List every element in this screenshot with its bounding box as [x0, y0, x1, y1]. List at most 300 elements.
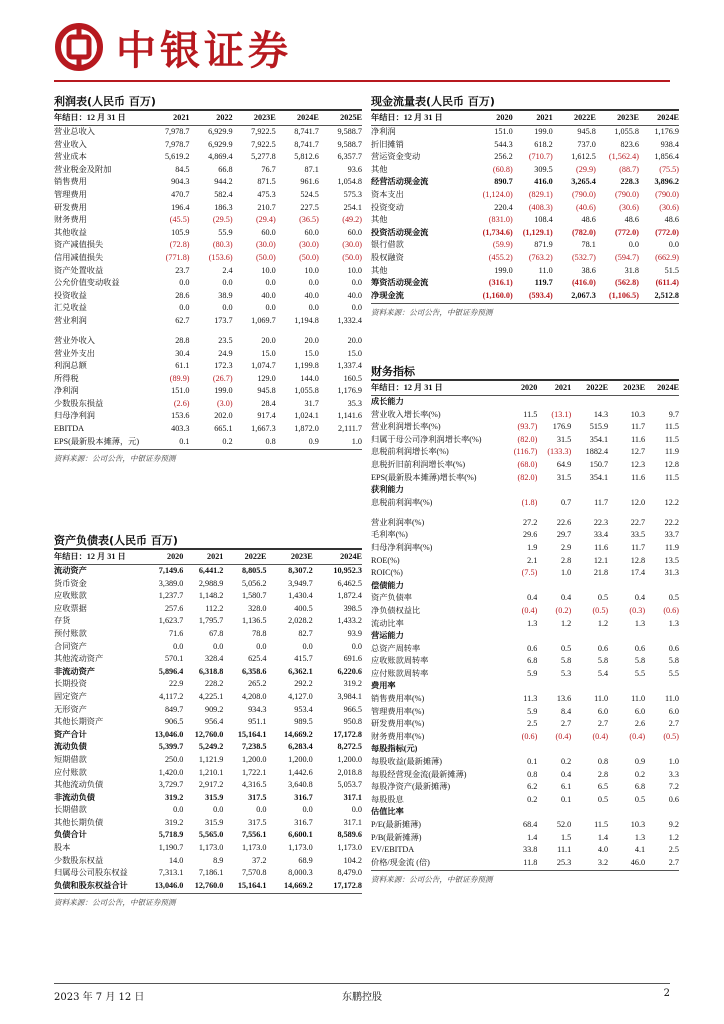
table-row [54, 410, 362, 423]
cell-value: 17,172.8 [333, 729, 362, 739]
table-row [54, 436, 362, 449]
cell-value: 176.9 [552, 422, 572, 432]
table-row [371, 832, 679, 845]
cell-value: 31.5 [556, 434, 572, 444]
cell-value: 1,430.4 [288, 591, 313, 601]
cell-value: 35.3 [347, 398, 362, 408]
cell-value [571, 396, 608, 409]
table-row [54, 360, 362, 373]
header [54, 18, 292, 76]
cell-value: 46.0 [630, 857, 646, 867]
row-label: 无形资产 [54, 704, 87, 714]
cell-value: 3,265.4 [571, 177, 596, 187]
cell-value: 173.7 [214, 315, 233, 325]
cell-value: 10.3 [630, 409, 646, 419]
cell-value: 317.1 [343, 817, 362, 827]
table-row [54, 729, 362, 742]
cell-value: 0.6 [668, 794, 679, 804]
row-label: 每股净资产(最新摊薄) [371, 782, 451, 792]
table-row [54, 239, 362, 252]
row-label: ROIC(%) [371, 568, 403, 578]
cell-value: 1,200.0 [337, 754, 362, 764]
cell-value: 12.8 [664, 459, 679, 469]
cell-value: 0.5 [668, 593, 679, 603]
table-row [54, 842, 362, 855]
table-row [371, 396, 679, 409]
cell-value: 68.9 [298, 855, 313, 865]
cell-value: 5.9 [527, 668, 538, 678]
cell-value: 82.7 [298, 628, 313, 638]
cell-value: 944.2 [214, 177, 233, 187]
cell-value: 11.5 [664, 422, 679, 432]
column-header: 2023E [596, 111, 639, 126]
cell-value: (0.5) [592, 605, 609, 615]
table-row [371, 529, 679, 542]
cell-value: 0.9 [308, 436, 319, 446]
table-row [54, 767, 362, 780]
column-header: 2023E [267, 550, 313, 565]
cell-value: (30.0) [255, 240, 276, 250]
cell-value: (75.5) [659, 164, 679, 174]
cell-value: 48.6 [581, 215, 596, 225]
source-note: 资料来源：公司公告，中银证券预测 [371, 303, 679, 316]
cell-value: (455.2) [488, 252, 513, 262]
cell-value [608, 580, 645, 593]
cell-value: 3,729.7 [158, 780, 184, 790]
cell-value: 186.3 [214, 202, 233, 212]
row-label: ROE(%) [371, 555, 400, 565]
cell-value: 1,237.7 [158, 591, 184, 601]
cell-value: (59.9) [492, 240, 513, 250]
cell-value [537, 806, 571, 819]
cell-value: 2,917.2 [198, 780, 224, 790]
cell-value: 618.2 [534, 139, 553, 149]
cell-value: (1,562.4) [608, 152, 639, 162]
table-row [371, 731, 679, 744]
cell-value: 1.3 [668, 618, 679, 628]
cell-value: 737.0 [577, 139, 596, 149]
cell-value: 24.9 [218, 348, 233, 358]
cell-value: 6,220.6 [337, 666, 362, 676]
cell-value: 12,760.0 [194, 880, 224, 890]
row-label: 营运能力 [371, 631, 404, 641]
row-label: 应收账款 [54, 591, 87, 601]
cell-value: 2.8 [560, 555, 572, 565]
row-label: 其他收益 [54, 227, 87, 237]
cell-value: 11.9 [664, 542, 679, 552]
table-row [371, 446, 679, 459]
cell-value: 12,760.0 [194, 729, 224, 739]
row-label: 应收账款周转率 [371, 656, 429, 666]
source-note: 资料来源：公司公告，中银证券预测 [54, 449, 362, 462]
cell-value: 119.7 [534, 278, 553, 288]
cell-value [645, 580, 679, 593]
cell-value: (611.4) [655, 278, 679, 288]
cell-value: 5.9 [527, 706, 538, 716]
cell-value: 989.5 [294, 717, 313, 727]
cell-value: 0.6 [634, 643, 646, 653]
brand-name: 中银证券 [116, 26, 292, 74]
table-row [371, 139, 679, 152]
income-statement-panel [54, 93, 362, 462]
cell-value: (790.0) [655, 189, 679, 199]
row-label: 营业税金及附加 [54, 164, 112, 174]
cell-value [537, 743, 571, 756]
cell-value: 6.1 [560, 782, 572, 792]
row-label: 银行借款 [371, 240, 404, 250]
cell-value: 403.3 [171, 424, 190, 434]
cell-value: (7.5) [521, 568, 538, 578]
cell-value [571, 806, 608, 819]
cell-value [503, 396, 537, 409]
cell-value: (82.0) [517, 434, 538, 444]
cell-value: 328.4 [204, 654, 224, 664]
cell-value: 11.8 [523, 857, 538, 867]
cell-value: 5.8 [597, 656, 609, 666]
cell-value: 10.3 [630, 820, 646, 829]
cell-value: 2.7 [668, 719, 679, 729]
cell-value: 11.0 [538, 265, 553, 275]
cell-value: 0.0 [179, 303, 190, 313]
row-label: 短期借款 [54, 754, 87, 764]
cell-value: (2.6) [173, 398, 190, 408]
cell-value: 220.4 [494, 202, 513, 212]
cell-value: 38.9 [218, 290, 233, 300]
cell-value: 9.7 [668, 409, 679, 419]
cell-value: 0.4 [527, 593, 538, 603]
cell-value: (771.8) [165, 252, 190, 262]
cell-value: 11.6 [631, 472, 646, 482]
table-row [54, 880, 362, 893]
cell-value: 317.1 [343, 792, 362, 802]
cell-value: 398.5 [343, 603, 362, 613]
cell-value: 5.5 [634, 668, 646, 678]
column-header: 2024E [276, 111, 319, 126]
cell-value: 0.0 [628, 240, 639, 250]
cell-value [537, 396, 571, 409]
cell-value: 1,173.0 [241, 843, 267, 853]
row-label: 价格/现金流 (倍) [371, 857, 430, 867]
table-row [54, 164, 362, 177]
row-label: 管理费用 [54, 189, 87, 199]
cell-value: 11.5 [664, 434, 679, 444]
cell-value: 2,067.3 [571, 290, 596, 300]
cell-value: (72.8) [169, 240, 190, 250]
table-row [54, 678, 362, 691]
cell-value [645, 484, 679, 497]
panel-title: 资产负债表(人民币 百万) [54, 532, 362, 550]
cell-value: 6.0 [668, 706, 679, 716]
cell-value: 906.5 [164, 717, 184, 727]
row-label: 应付账款 [54, 767, 87, 777]
cash-flow-panel [371, 93, 679, 316]
cell-value: 0.5 [560, 643, 572, 653]
cell-value: 0.0 [668, 240, 679, 250]
row-label: 合同资产 [54, 641, 87, 651]
cell-value: 40.0 [261, 290, 276, 300]
row-label: 总资产周转率 [371, 643, 421, 653]
cell-value: 30.4 [175, 348, 190, 358]
row-label: 投资变动 [371, 202, 404, 212]
cell-value: (68.0) [517, 459, 538, 469]
column-header: 2022E [553, 111, 596, 126]
cell-value: 31.7 [304, 398, 319, 408]
cell-value: 524.5 [300, 189, 319, 199]
row-label: 经营活动现金流 [371, 177, 429, 187]
table-row [371, 421, 679, 434]
cell-value: 1.3 [634, 618, 646, 628]
cell-value: 68.4 [522, 820, 538, 829]
cell-value [571, 630, 608, 643]
cell-value: 1,795.7 [198, 616, 224, 626]
cell-value: 196.4 [171, 202, 190, 212]
cell-value: 1.5 [560, 832, 572, 842]
cell-value: 1,210.1 [198, 767, 224, 777]
row-label: P/B(最新摊薄) [371, 832, 422, 842]
cell-value: 1,194.8 [294, 315, 319, 325]
cell-value: 309.5 [534, 164, 553, 174]
table-row [54, 867, 362, 880]
row-label: 偿债能力 [371, 580, 404, 590]
cell-value: 328.0 [248, 603, 267, 613]
cell-value: (0.6) [663, 605, 679, 615]
cell-value: 64.9 [556, 459, 572, 469]
table-row [371, 497, 679, 510]
cell-value: 1,199.8 [294, 361, 319, 371]
cell-value [503, 580, 537, 593]
panel-title: 利润表(人民币 百万) [54, 93, 362, 111]
cell-value: (153.6) [208, 252, 233, 262]
cell-value: 0.0 [351, 278, 362, 288]
cell-value: 8.4 [560, 706, 572, 716]
cell-value: 5,619.2 [164, 152, 190, 162]
column-header: 2022E [223, 550, 266, 565]
cell-value: 354.1 [589, 472, 609, 482]
table-row [371, 706, 679, 719]
cell-value: (26.7) [212, 373, 233, 383]
cell-value: 0.5 [597, 593, 609, 603]
cell-value: 8.9 [213, 855, 224, 865]
row-label: 投资活动现金流 [371, 227, 429, 237]
cell-value: 0.0 [222, 278, 233, 288]
cell-value: 6,362.1 [288, 666, 313, 676]
row-label: 每股经营现金流(最新摊薄) [371, 769, 467, 779]
cell-value: 5.8 [560, 656, 572, 666]
cell-value: 0.6 [668, 643, 679, 653]
table-row [54, 373, 362, 386]
cell-value: 1,173.0 [337, 843, 362, 853]
row-label: 资产减值损失 [54, 240, 104, 250]
row-label: 获利能力 [371, 485, 404, 495]
cell-value: 78.1 [581, 240, 596, 250]
cell-value: 0.0 [222, 303, 233, 313]
cell-value: 71.6 [169, 628, 184, 638]
row-label: 净利润 [54, 386, 79, 396]
row-label: EPS(最新股本摊薄)增长率(%) [371, 472, 477, 482]
row-label: 资产合计 [54, 729, 87, 739]
cell-value: 319.2 [343, 679, 362, 689]
cell-value: 3.2 [597, 857, 609, 867]
table-row [54, 817, 362, 830]
cell-value: 52.0 [556, 820, 572, 829]
row-label: 研发费用率(%) [371, 719, 425, 729]
cell-value: 0.9 [634, 757, 646, 767]
table-row [54, 741, 362, 754]
cell-value: 7,570.8 [241, 868, 267, 878]
cell-value: 292.2 [294, 679, 313, 689]
cell-value: (831.0) [488, 215, 513, 225]
cell-value: 0.0 [265, 278, 276, 288]
row-label: 资产负债率 [371, 593, 412, 603]
cell-value: 1,442.6 [288, 767, 313, 777]
cell-value: 1,433.2 [337, 616, 362, 626]
cell-value: 1,055.8 [614, 127, 639, 136]
cell-value: 9,588.7 [337, 127, 362, 136]
row-label: 营业成本 [54, 152, 87, 162]
cell-value: 1,176.9 [337, 386, 362, 396]
cell-value: 199.0 [494, 265, 513, 275]
table-row [54, 590, 362, 603]
table-row [371, 509, 679, 529]
cell-value: 0.0 [302, 641, 313, 651]
cell-value: 199.0 [214, 386, 233, 396]
cell-value: 9.2 [668, 820, 679, 829]
row-label: 其他 [371, 164, 388, 174]
table-row [54, 565, 362, 578]
column-header: 2021 [513, 111, 553, 126]
table-row [54, 779, 362, 792]
column-header: 2020 [473, 111, 513, 126]
row-label: 长期投资 [54, 679, 87, 689]
cell-value: 14.3 [593, 409, 609, 419]
cell-value: 15.0 [347, 348, 362, 358]
cell-value: 11.6 [594, 542, 609, 552]
cell-value: 6,358.6 [241, 666, 267, 676]
cell-value: (49.2) [342, 215, 362, 225]
column-header: 2020 [143, 550, 183, 565]
cell-value: 61.1 [175, 361, 190, 371]
table-row [371, 844, 679, 857]
cell-value: 5,277.8 [251, 152, 276, 162]
cell-value: 5,565.0 [198, 830, 224, 840]
cell-value: 956.4 [204, 717, 224, 727]
footer-date: 2023 年 7 月 12 日 [54, 992, 145, 1003]
table-row [54, 214, 362, 227]
table-row [54, 302, 362, 315]
cell-value: 10,952.3 [333, 566, 362, 575]
cell-value: 0.8 [265, 436, 276, 446]
row-label: 股权融资 [371, 252, 404, 262]
cell-value: 0.4 [560, 593, 572, 603]
cell-value: 202.0 [214, 411, 233, 421]
cell-value: 0.2 [527, 794, 538, 804]
table-row [54, 754, 362, 767]
cell-value [537, 680, 571, 693]
table-row [54, 315, 362, 328]
cell-value: 0.2 [634, 769, 646, 779]
table-row [54, 385, 362, 398]
row-label: 净利润 [371, 127, 396, 136]
cell-value: (772.0) [655, 227, 679, 237]
cell-value: 1,872.0 [294, 424, 319, 434]
cell-value [608, 680, 645, 693]
cell-value: 6,441.2 [198, 566, 224, 575]
cell-value: 11.1 [557, 845, 572, 855]
cell-value: 2,988.9 [198, 578, 224, 588]
cell-value [537, 630, 571, 643]
cell-value: 945.8 [257, 386, 276, 396]
cell-value: 951.1 [248, 717, 267, 727]
cell-value: 66.8 [218, 164, 233, 174]
cell-value: (829.1) [528, 189, 553, 199]
row-label: 其他 [371, 215, 388, 225]
cell-value: 11.3 [523, 694, 538, 704]
table-row [371, 202, 679, 215]
row-label: 固定资产 [54, 691, 87, 701]
cell-value: 3.3 [668, 769, 679, 779]
cell-value: 8,741.7 [294, 139, 319, 149]
cell-value: 0.0 [256, 641, 267, 651]
row-label: 财务费用 [54, 215, 87, 225]
row-label: 预付账款 [54, 628, 87, 638]
table-row [54, 578, 362, 591]
table-row [54, 603, 362, 616]
cell-value: 20.0 [304, 335, 319, 345]
cell-value: 1,121.9 [198, 754, 224, 764]
row-label: 利润总额 [54, 361, 87, 371]
cell-value: 151.0 [494, 127, 513, 136]
cell-value: 6,357.7 [337, 152, 362, 162]
cell-value: (532.7) [571, 252, 596, 262]
cell-value: 1.9 [527, 542, 538, 552]
cell-value: 2.7 [668, 857, 679, 867]
table-header-row [371, 111, 679, 126]
row-label: 营业收入增长率(%) [371, 409, 441, 419]
cell-value: 29.6 [522, 530, 538, 540]
table-row [54, 126, 362, 139]
cell-value: 2,018.8 [337, 767, 362, 777]
table-row [54, 615, 362, 628]
cell-value: 160.5 [343, 373, 362, 383]
cell-value: (790.0) [615, 189, 639, 199]
cell-value: 6,283.4 [288, 742, 313, 752]
cell-value: 15,164.1 [237, 729, 267, 739]
cell-value: 5.8 [634, 656, 646, 666]
row-label: 每股股息 [371, 794, 404, 804]
cell-value: 51.5 [664, 265, 679, 275]
cell-value: 105.9 [171, 227, 190, 237]
table-row [54, 804, 362, 817]
cell-value: (1,129.1) [522, 227, 553, 237]
table-row [371, 857, 679, 870]
cell-value: (30.6) [619, 202, 639, 212]
cell-value: (116.7) [513, 447, 538, 457]
cell-value [608, 484, 645, 497]
cell-value: 14,669.2 [284, 729, 313, 739]
cell-value: 4,127.0 [288, 691, 313, 701]
cell-value: (50.0) [255, 252, 276, 262]
cell-value: 250.0 [164, 754, 184, 764]
cell-value: 1.4 [527, 832, 538, 842]
cell-value: 8,272.5 [337, 742, 362, 752]
cell-value: (45.5) [169, 215, 190, 225]
cell-value: 31.5 [556, 472, 572, 482]
cell-value: 354.1 [589, 434, 609, 444]
cell-value: 10.0 [304, 265, 319, 275]
cell-value [608, 743, 645, 756]
page-number: 2 [663, 988, 670, 999]
cell-value: 228.3 [620, 177, 639, 187]
